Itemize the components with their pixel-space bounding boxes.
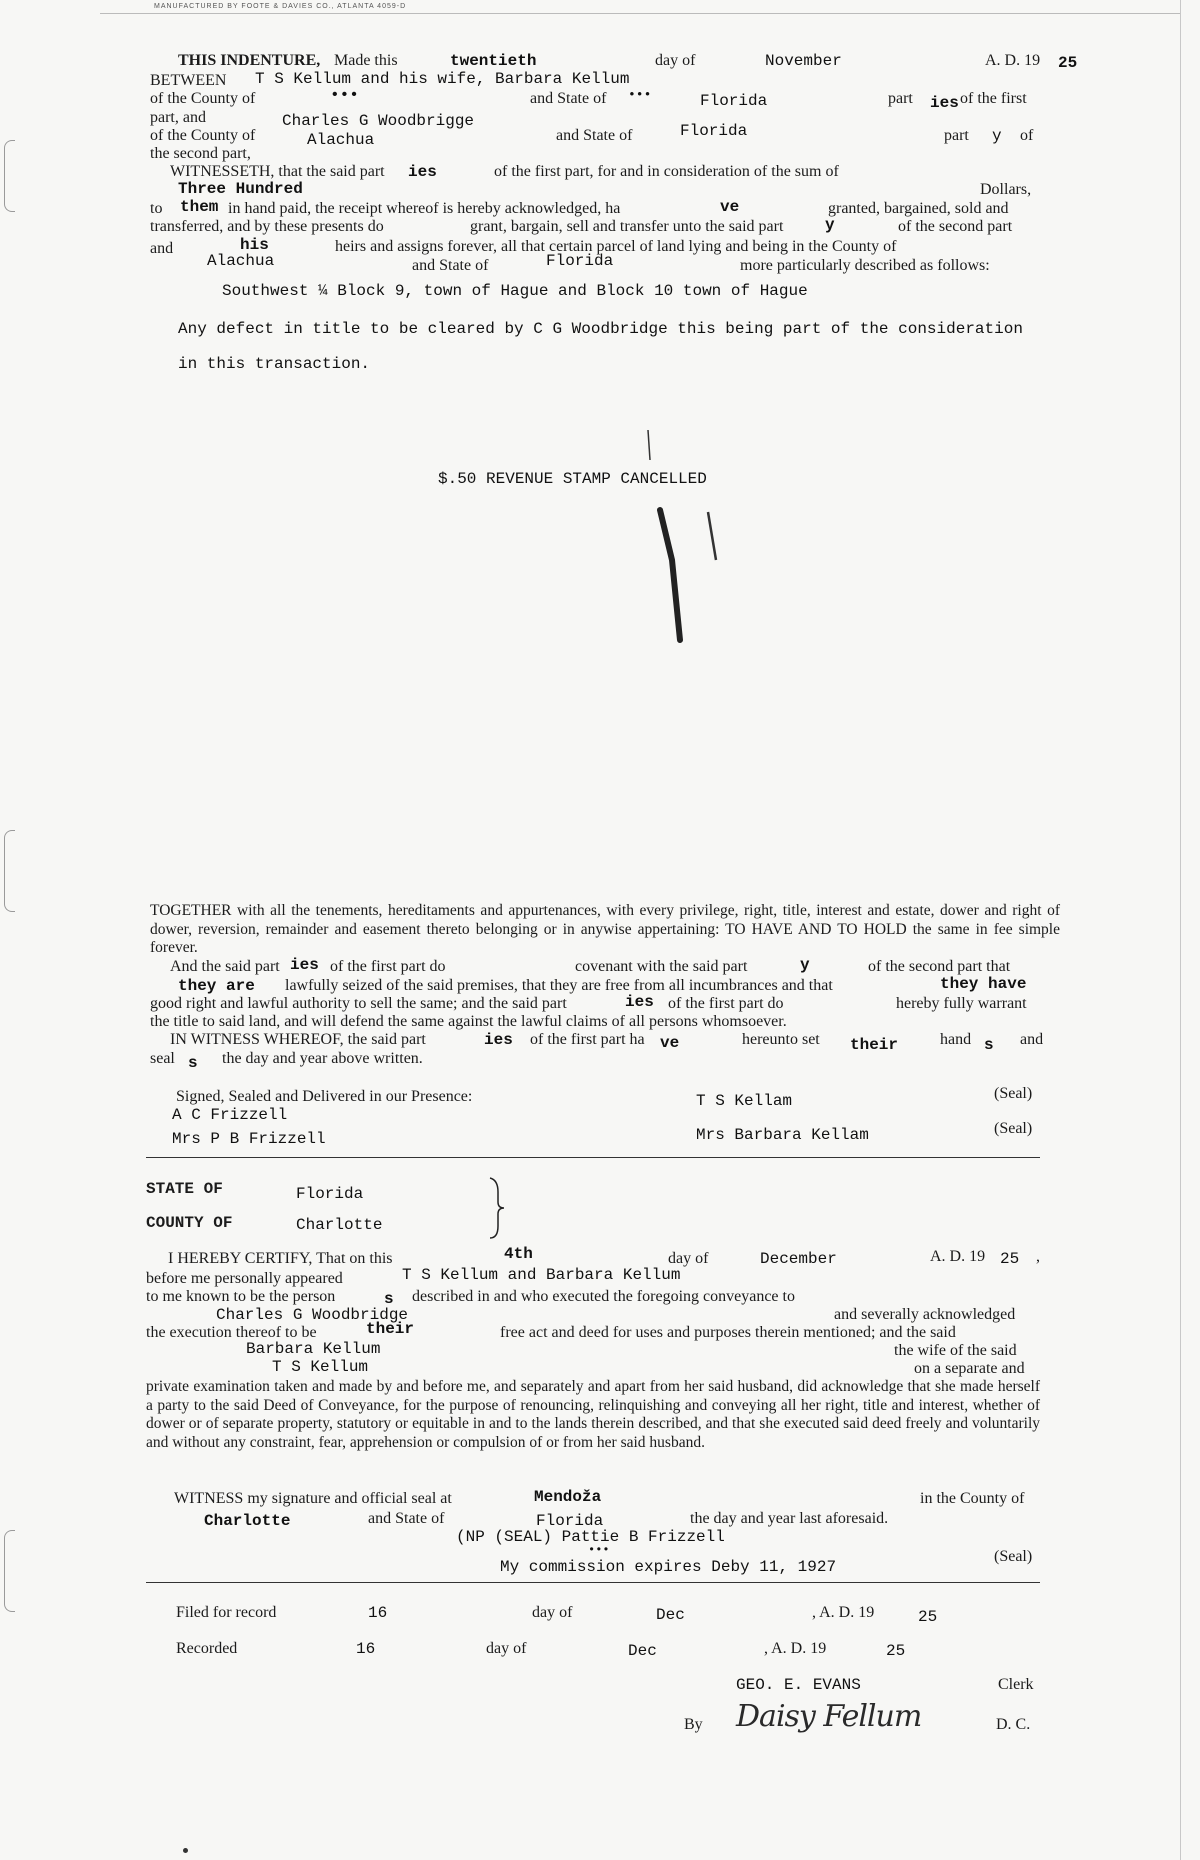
hereunto-text: hereunto set (742, 1031, 820, 1048)
filed-day-value: 16 (368, 1604, 388, 1622)
husband-name-value: T S Kellum (272, 1358, 369, 1376)
filed-month-value: Dec (656, 1606, 685, 1624)
by-label: By (684, 1716, 703, 1733)
ack-state-value: Florida (296, 1185, 364, 1203)
clerk-label: Clerk (998, 1676, 1034, 1693)
hand-label: hand (940, 1031, 972, 1048)
their-value: their (850, 1036, 899, 1054)
deputy-clerk-signature: Daisy Fellum (736, 1699, 922, 1734)
ack-county-2-value: Charlotte (204, 1512, 291, 1530)
seal-s-value: s (188, 1054, 198, 1072)
ack-state-of-label: and State of (368, 1510, 445, 1527)
punch-hole-2 (4, 830, 15, 912)
second-part-label: the second part, (150, 145, 251, 162)
hand-s-value: s (984, 1036, 994, 1054)
state-label-2: and State of (556, 127, 633, 144)
grant-text: grant, bargain, sell and transfer unto the said part (470, 218, 784, 235)
certify-text: I HEREBY CERTIFY, That on this (168, 1250, 393, 1267)
page-edge (1180, 0, 1181, 1860)
them-value: them (180, 198, 219, 216)
day-of-label: day of (655, 52, 696, 69)
ack-comma: , (1036, 1248, 1040, 1265)
filed-year-value: 25 (918, 1608, 938, 1626)
month-value: November (765, 52, 842, 70)
they-are-value: they are (178, 977, 255, 995)
filed-day-of-label: day of (532, 1604, 573, 1621)
signer-2-name: Mrs Barbara Kellam (696, 1126, 869, 1144)
state-label-3: and State of (412, 257, 489, 274)
seal-2-label: (Seal) (994, 1120, 1033, 1137)
grantor-state-marks: ••• (628, 87, 652, 102)
covenant-text-3: covenant with the said part (575, 958, 748, 975)
ack-year-value: 25 (1000, 1250, 1020, 1268)
ack-day-value: 4th (504, 1245, 533, 1263)
title-defect-clause: Any defect in title to be cleared by C G Woodbridge this being part of the consideration (178, 320, 1023, 338)
separate-text: on a separate and (914, 1360, 1025, 1377)
state-of-heading: STATE OF (146, 1180, 223, 1198)
private-examination-paragraph: private examination taken and made by and before me, and separately and apart from her said husband, did acknowledge that she made herself a party to the said Deed of Conveyance, for the purpose of renouncing, relinquishing and conveying all her right, title and interest, whether of dower or of separate property, statutory or equitable in and to the lands therein described, and that she executed said deed freely and voluntarily and without any constraint, fear, apprehension or compulsion of or from her said husband. (146, 1378, 1040, 1451)
manufacturer-strip: MANUFACTURED BY FOOTE & DAVIES CO., ATLANTA 4059-D (100, 0, 1180, 14)
ack-seal-label: (Seal) (994, 1548, 1033, 1565)
authority-text: good right and lawful authority to sell the same; and the said part (150, 995, 567, 1012)
in-witness-ies: ies (484, 1031, 513, 1049)
last-aforesaid-text: the day and year last aforesaid. (690, 1510, 889, 1527)
witnesseth-text: WITNESSETH, that the said part (170, 163, 385, 180)
filed-for-record-label: Filed for record (176, 1604, 277, 1621)
property-description: Southwest ¼ Block 9, town of Hague and Block 10 town of Hague (222, 282, 808, 300)
his-value: his (240, 236, 269, 254)
day-year-text: the day and year above written. (222, 1050, 423, 1067)
notary-marks: ••• (588, 1543, 610, 1557)
punch-hole-3 (4, 1530, 15, 1612)
grantor-state-value: Florida (700, 92, 768, 110)
seized-text: lawfully seized of the said premises, that they are free from all incumbrances and that (285, 977, 833, 994)
county-of-heading: COUNTY OF (146, 1214, 233, 1232)
recorded-day-value: 16 (356, 1640, 376, 1658)
in-witness-text: IN WITNESS WHEREOF, the said part (170, 1031, 426, 1048)
part-and-label: part, and (150, 109, 206, 126)
recorded-ad-label: , A. D. 19 (764, 1640, 827, 1657)
filed-ad-label: , A. D. 19 (812, 1604, 875, 1621)
of-second-label: of the second part (898, 218, 1013, 235)
recorded-month-value: Dec (628, 1642, 657, 1660)
day-value: twentieth (450, 52, 537, 70)
covenant-ies: ies (290, 956, 319, 974)
heirs-text: heirs and assigns forever, all that certain parcel of land lying and being in the County of (335, 238, 897, 255)
execution-text: the execution thereof to be (146, 1324, 317, 1341)
known-s-value: s (384, 1290, 394, 1308)
witness-2-name: Mrs P B Frizzell (172, 1130, 326, 1148)
seal-label: seal (150, 1050, 175, 1067)
ack-day-of-label: day of (668, 1250, 709, 1267)
seal-1-label: (Seal) (994, 1085, 1033, 1102)
notary-seal-name: (NP (SEAL) Pattie B Frizzell (456, 1528, 725, 1546)
in-witness-ve: ve (660, 1034, 680, 1052)
in-witness-text-2: of the first part ha (530, 1031, 645, 1048)
covenant-text-4: of the second part that (868, 958, 1011, 975)
witness-1-name: A C Frizzell (172, 1106, 288, 1124)
witnesseth-ies: ies (408, 163, 437, 181)
place-value: Mendoža (534, 1488, 602, 1506)
witness-signature-text: WITNESS my signature and official seal at (174, 1490, 452, 1507)
section-divider-1 (146, 1157, 1040, 1158)
part-y-value-2: y (825, 216, 835, 234)
county-label-2: of the County of (150, 127, 256, 144)
covenant-y: y (800, 956, 810, 974)
dollars-label: Dollars, (980, 181, 1032, 198)
wife-name-value: Barbara Kellum (246, 1340, 381, 1358)
ve-value: ve (720, 198, 740, 216)
signed-sealed-label: Signed, Sealed and Delivered in our Presence: (176, 1088, 473, 1105)
defend-text: the title to said land, and will defend the same against the lawful claims of all persons whomsoever. (150, 1013, 787, 1030)
ack-their-value: their (366, 1320, 415, 1338)
year-value: 25 (1058, 54, 1078, 72)
section-divider-2 (146, 1582, 1040, 1583)
part-y-value: y (992, 127, 1002, 145)
revenue-stamp-note: $.50 REVENUE STAMP CANCELLED (438, 470, 707, 488)
punch-hole-1 (4, 140, 15, 212)
wife-of-text: the wife of the said (894, 1342, 1017, 1359)
made-this-label: Made this (334, 52, 398, 69)
ack-ad-label: A. D. 19 (930, 1248, 986, 1265)
land-state-value: Florida (546, 252, 614, 270)
granted-text: granted, bargained, sold and (828, 200, 1009, 217)
paid-text: in hand paid, the receipt whereof is hereby acknowledged, ha (228, 200, 621, 217)
ack-county-value: Charlotte (296, 1216, 383, 1234)
recorded-label: Recorded (176, 1640, 238, 1657)
authority-text-2: of the first part do (668, 995, 784, 1012)
ack-grantee-value: Charles G Woodbridge (216, 1306, 409, 1324)
part-ies-value: ies (930, 94, 959, 112)
recorded-year-value: 25 (886, 1642, 906, 1660)
part-label-2: part (944, 127, 969, 144)
covenant-text-1: And the said part (170, 958, 280, 975)
to-label: to (150, 200, 163, 217)
together-paragraph: TOGETHER with all the tenements, hereditaments and appurtenances, with every privilege, right, title, interest and estate, dower and right of dower, reversion, remainder and easement thereto belonging or in anywise appertaining: TO HAVE AND TO HOLD the same in fee simple forever. (150, 902, 1060, 956)
transferred-text: transferred, and by these presents do (150, 218, 384, 235)
commission-expiry: My commission expires Deby 11, 1927 (500, 1558, 837, 1576)
grantee-county-value: Alachua (307, 131, 375, 149)
of-label: of (1020, 127, 1034, 144)
transaction-clause: in this transaction. (178, 355, 371, 373)
known-text-2: described in and who executed the foregoing conveyance to (412, 1288, 795, 1305)
grantee-value: Charles G Woodbrigge (282, 112, 475, 130)
in-county-text: in the County of (920, 1490, 1025, 1507)
bracket-brace (486, 1176, 506, 1240)
appeared-value: T S Kellum and Barbara Kellum (402, 1266, 681, 1284)
warrant-text: hereby fully warrant (896, 995, 1027, 1012)
before-me-text: before me personally appeared (146, 1270, 343, 1287)
land-county-value: Alachua (207, 252, 275, 270)
grantors-value: T S Kellum and his wife, Barbara Kellum (255, 70, 630, 88)
county-label: of the County of (150, 90, 256, 107)
of-first-label: of the first (960, 90, 1027, 107)
between-label: BETWEEN (150, 72, 227, 89)
recorded-day-of-label: day of (486, 1640, 527, 1657)
and-label-2: and (1020, 1031, 1044, 1048)
ink-dot (183, 1848, 188, 1853)
grantee-state-value: Florida (680, 122, 748, 140)
ack-month-value: December (760, 1250, 837, 1268)
and-label: and (150, 240, 174, 257)
free-act-text: free act and deed for uses and purposes therein mentioned; and the said (500, 1324, 956, 1341)
ack-state-2-value: Florida (536, 1512, 604, 1530)
grantor-county-value: ••• (330, 86, 359, 104)
witnesseth-text-2: of the first part, for and in consideration of the sum of (494, 163, 839, 180)
they-have-value: they have (940, 975, 1027, 993)
signer-1-name: T S Kellam (696, 1092, 793, 1110)
state-label: and State of (530, 90, 607, 107)
clerk-name: GEO. E. EVANS (736, 1676, 861, 1694)
severally-text: and severally acknowledged (834, 1306, 1016, 1323)
described-label: more particularly described as follows: (740, 257, 990, 274)
sum-value: Three Hundred (178, 180, 303, 198)
ad-label: A. D. 19 (985, 52, 1041, 69)
stamp-cancellation-marks (620, 420, 740, 660)
covenant-text-2: of the first part do (330, 958, 446, 975)
dc-label: D. C. (996, 1716, 1031, 1733)
known-text: to me known to be the person (146, 1288, 336, 1305)
part-label: part (888, 90, 913, 107)
authority-ies: ies (625, 993, 654, 1011)
indenture-heading: THIS INDENTURE, (178, 52, 321, 69)
